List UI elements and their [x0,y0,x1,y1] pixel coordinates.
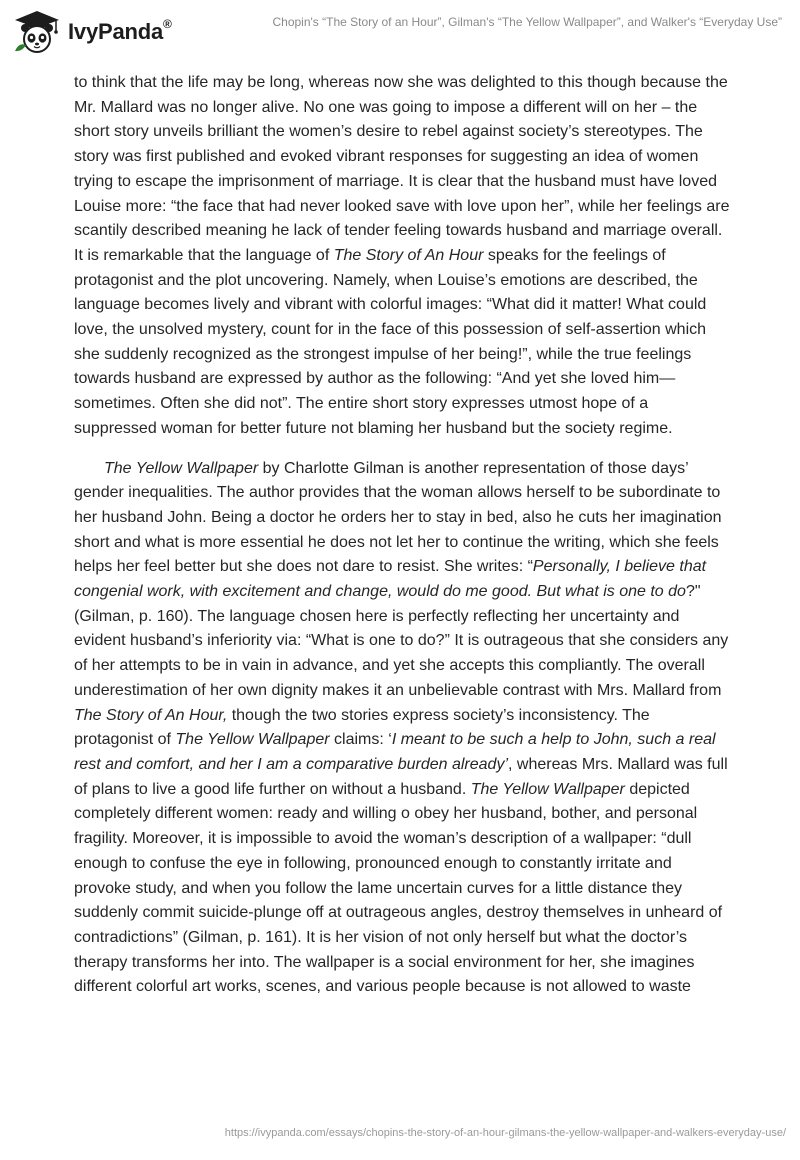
ivypanda-logo[interactable] [12,8,172,56]
source-url[interactable]: https://ivypanda.com/essays/chopins-the-story-of-an-hour-gilmans-the-yellow-wallpaper-and-walkers-everyday-use/ [224,1127,786,1139]
essay-body [74,71,730,1000]
document-title: Chopin's “The Story of an Hour”, Gilman's “The Yellow Wallpaper”, and Walker's “Everyday Use” [272,15,782,29]
page-header [0,0,800,64]
essay-paragraph: to think that the life may be long, whereas now she was delighted to this though because the Mr. Mallard was no longer alive. No one was going to impose a different will on her – the short story unveils brilliant the women’s desire to rebel against society’s stereotypes. The story was first published and evoked vibrant responses for suggesting an idea of women trying to escape the imprisonment of marriage. It is clear that the husband must have loved Louise more: “the face that had never looked save with love upon her”, while her feelings are scantily described meaning he lack of tender feeling towards husband and marriage overall. It is remarkable that the language of The Story of An Hour speaks for the feelings of protagonist and the plot uncovering. Namely, when Louise’s emotions are described, the language becomes lively and vibrant with colorful images: “What did it matter! What could love, the unsolved mystery, count for in the face of this possession of self-assertion which she suddenly recognized as the strongest impulse of her being!”, while the true feelings towards husband are expressed by author as the following: “And yet she loved him—sometimes. Often she did not”. The entire short story expresses utmost hope of a suppressed woman for better future not blaming her husband but the society regime. [74,74,730,437]
essay-paragraph: The Yellow Wallpaper by Charlotte Gilman is another representation of those days’ gender inequalities. The author provides that the woman allows herself to be subordinate to her husband John. Being a doctor he orders her to stay in bed, also he cuts her imagination short and what is more essential he does not let her to continue the writing, which she feels helps her feel better but she does not dare to resist. She writes: “Personally, I believe that congenial work, with excitement and change, would do me good. But what is one to do?" (Gilman, p. 160). The language chosen here is perfectly reflecting her uncertainty and evident husband’s inferiority via: “What is one to do?” It is outrageous that she considers any of her attempts to be in vain in advance, and yet she accepts this compliantly. The overall underestimation of her own dignity makes it an unbelievable contrast with Mrs. Mallard from The Story of An Hour, though the two stories express society’s inconsistency. The protagonist of The Yellow Wallpaper claims: ‘I meant to be such a help to John, such a real rest and comfort, and her I am a comparative burden already’, whereas Mrs. Mallard was full of plans to live a good life further on without a husband. The Yellow Wallpaper depicted completely different women: ready and willing o obey her husband, bother, and personal fragility. Moreover, it is impossible to avoid the woman’s description of a wallpaper: “dull enough to confuse the eye in following, pronounced enough to constantly irritate and provoke study, and when you follow the lame uncertain curves for a little distance they suddenly commit suicide-plunge off at outrageous angles, destroy themselves in unheard of contradictions” (Gilman, p. 161). It is her vision of not only herself but what the doctor’s therapy transforms her into. The wallpaper is a social environment for her, she imagines different colorful art works, scenes, and various people because is not allowed to waste [74,459,729,996]
logo-wordmark: IvyPanda® [68,17,172,44]
panda-graduate-icon [12,9,62,55]
